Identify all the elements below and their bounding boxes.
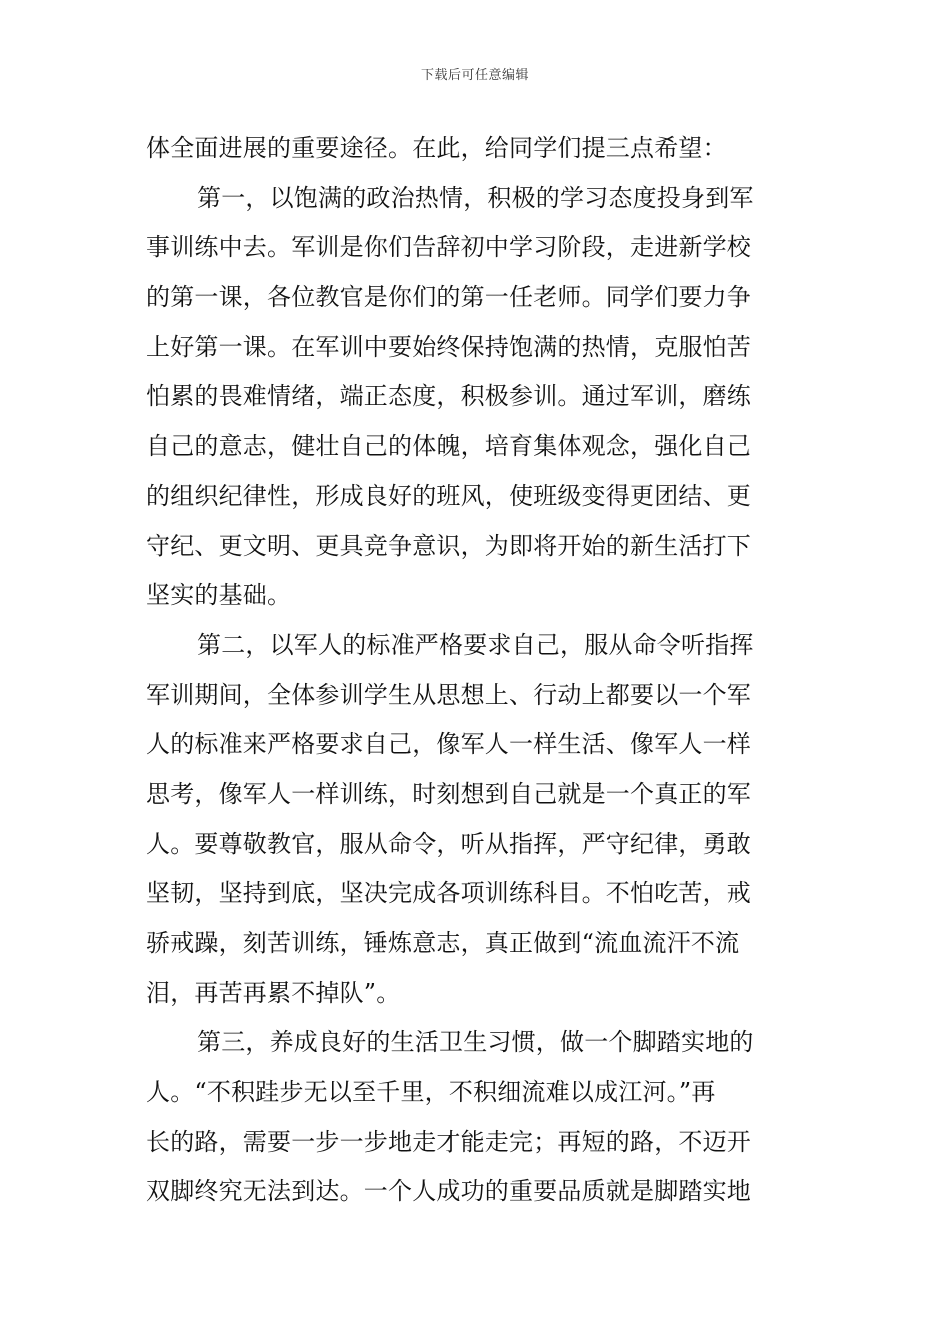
text-line: 骄戒躁，刻苦训练，锤炼意志，真正做到“流血流汗不流 [146, 929, 740, 957]
text-line: 泪，再苦再累不掉队”。 [146, 978, 401, 1007]
text-line: 怕累的畏难情绪，端正态度，积极参训。通过军训，磨练 [146, 382, 751, 411]
page-header-note: 下载后可任意编辑 [420, 68, 529, 83]
text-line: 第一，以饱满的政治热情，积极的学习态度投身到军 [197, 183, 754, 212]
text-line: 人。要尊敬教官，服从命令，听从指挥，严守纪律，勇敢 [146, 829, 751, 858]
text-line: 长的路，需要一步一步地走才能走完；再短的路，不迈开 [146, 1127, 751, 1156]
text-line: 军训期间，全体参训学生从思想上、行动上都要以一个军 [146, 680, 751, 709]
text-line: 人。“不积跬步无以至千里，不积细流难以成江河。”再 [146, 1078, 716, 1107]
text-line: 体全面进展的重要途径。在此，给同学们提三点希望： [146, 134, 727, 162]
text-line: 人的标准来严格要求自己，像军人一样生活、像军人一样 [146, 730, 751, 759]
text-line: 第二，以军人的标准严格要求自己，服从命令听指挥 [197, 630, 754, 659]
text-line: 坚韧，坚持到底，坚决完成各项训练科目。不怕吃苦，戒 [146, 879, 751, 908]
text-line: 坚实的基础。 [146, 581, 292, 610]
text-line: 守纪、更文明、更具竞争意识，为即将开始的新生活打下 [146, 531, 751, 560]
document-body [146, 124, 806, 1217]
text-line: 的组织纪律性，形成良好的班风，使班级变得更团结、更 [146, 481, 751, 510]
text-line: 第三，养成良好的生活卫生习惯，做一个脚踏实地的 [197, 1028, 754, 1057]
text-line: 自己的意志，健壮自己的体魄，培育集体观念，强化自己 [146, 432, 751, 461]
text-line: 双脚终究无法到达。一个人成功的重要品质就是脚踏实地 [146, 1177, 751, 1206]
text-line: 事训练中去。军训是你们告辞初中学习阶段，走进新学校 [146, 233, 751, 262]
text-line: 的第一课，各位教官是你们的第一任老师。同学们要力争 [146, 283, 751, 312]
text-line: 上好第一课。在军训中要始终保持饱满的热情，克服怕苦 [146, 332, 751, 361]
text-line: 思考，像军人一样训练，时刻想到自己就是一个真正的军 [146, 779, 751, 808]
